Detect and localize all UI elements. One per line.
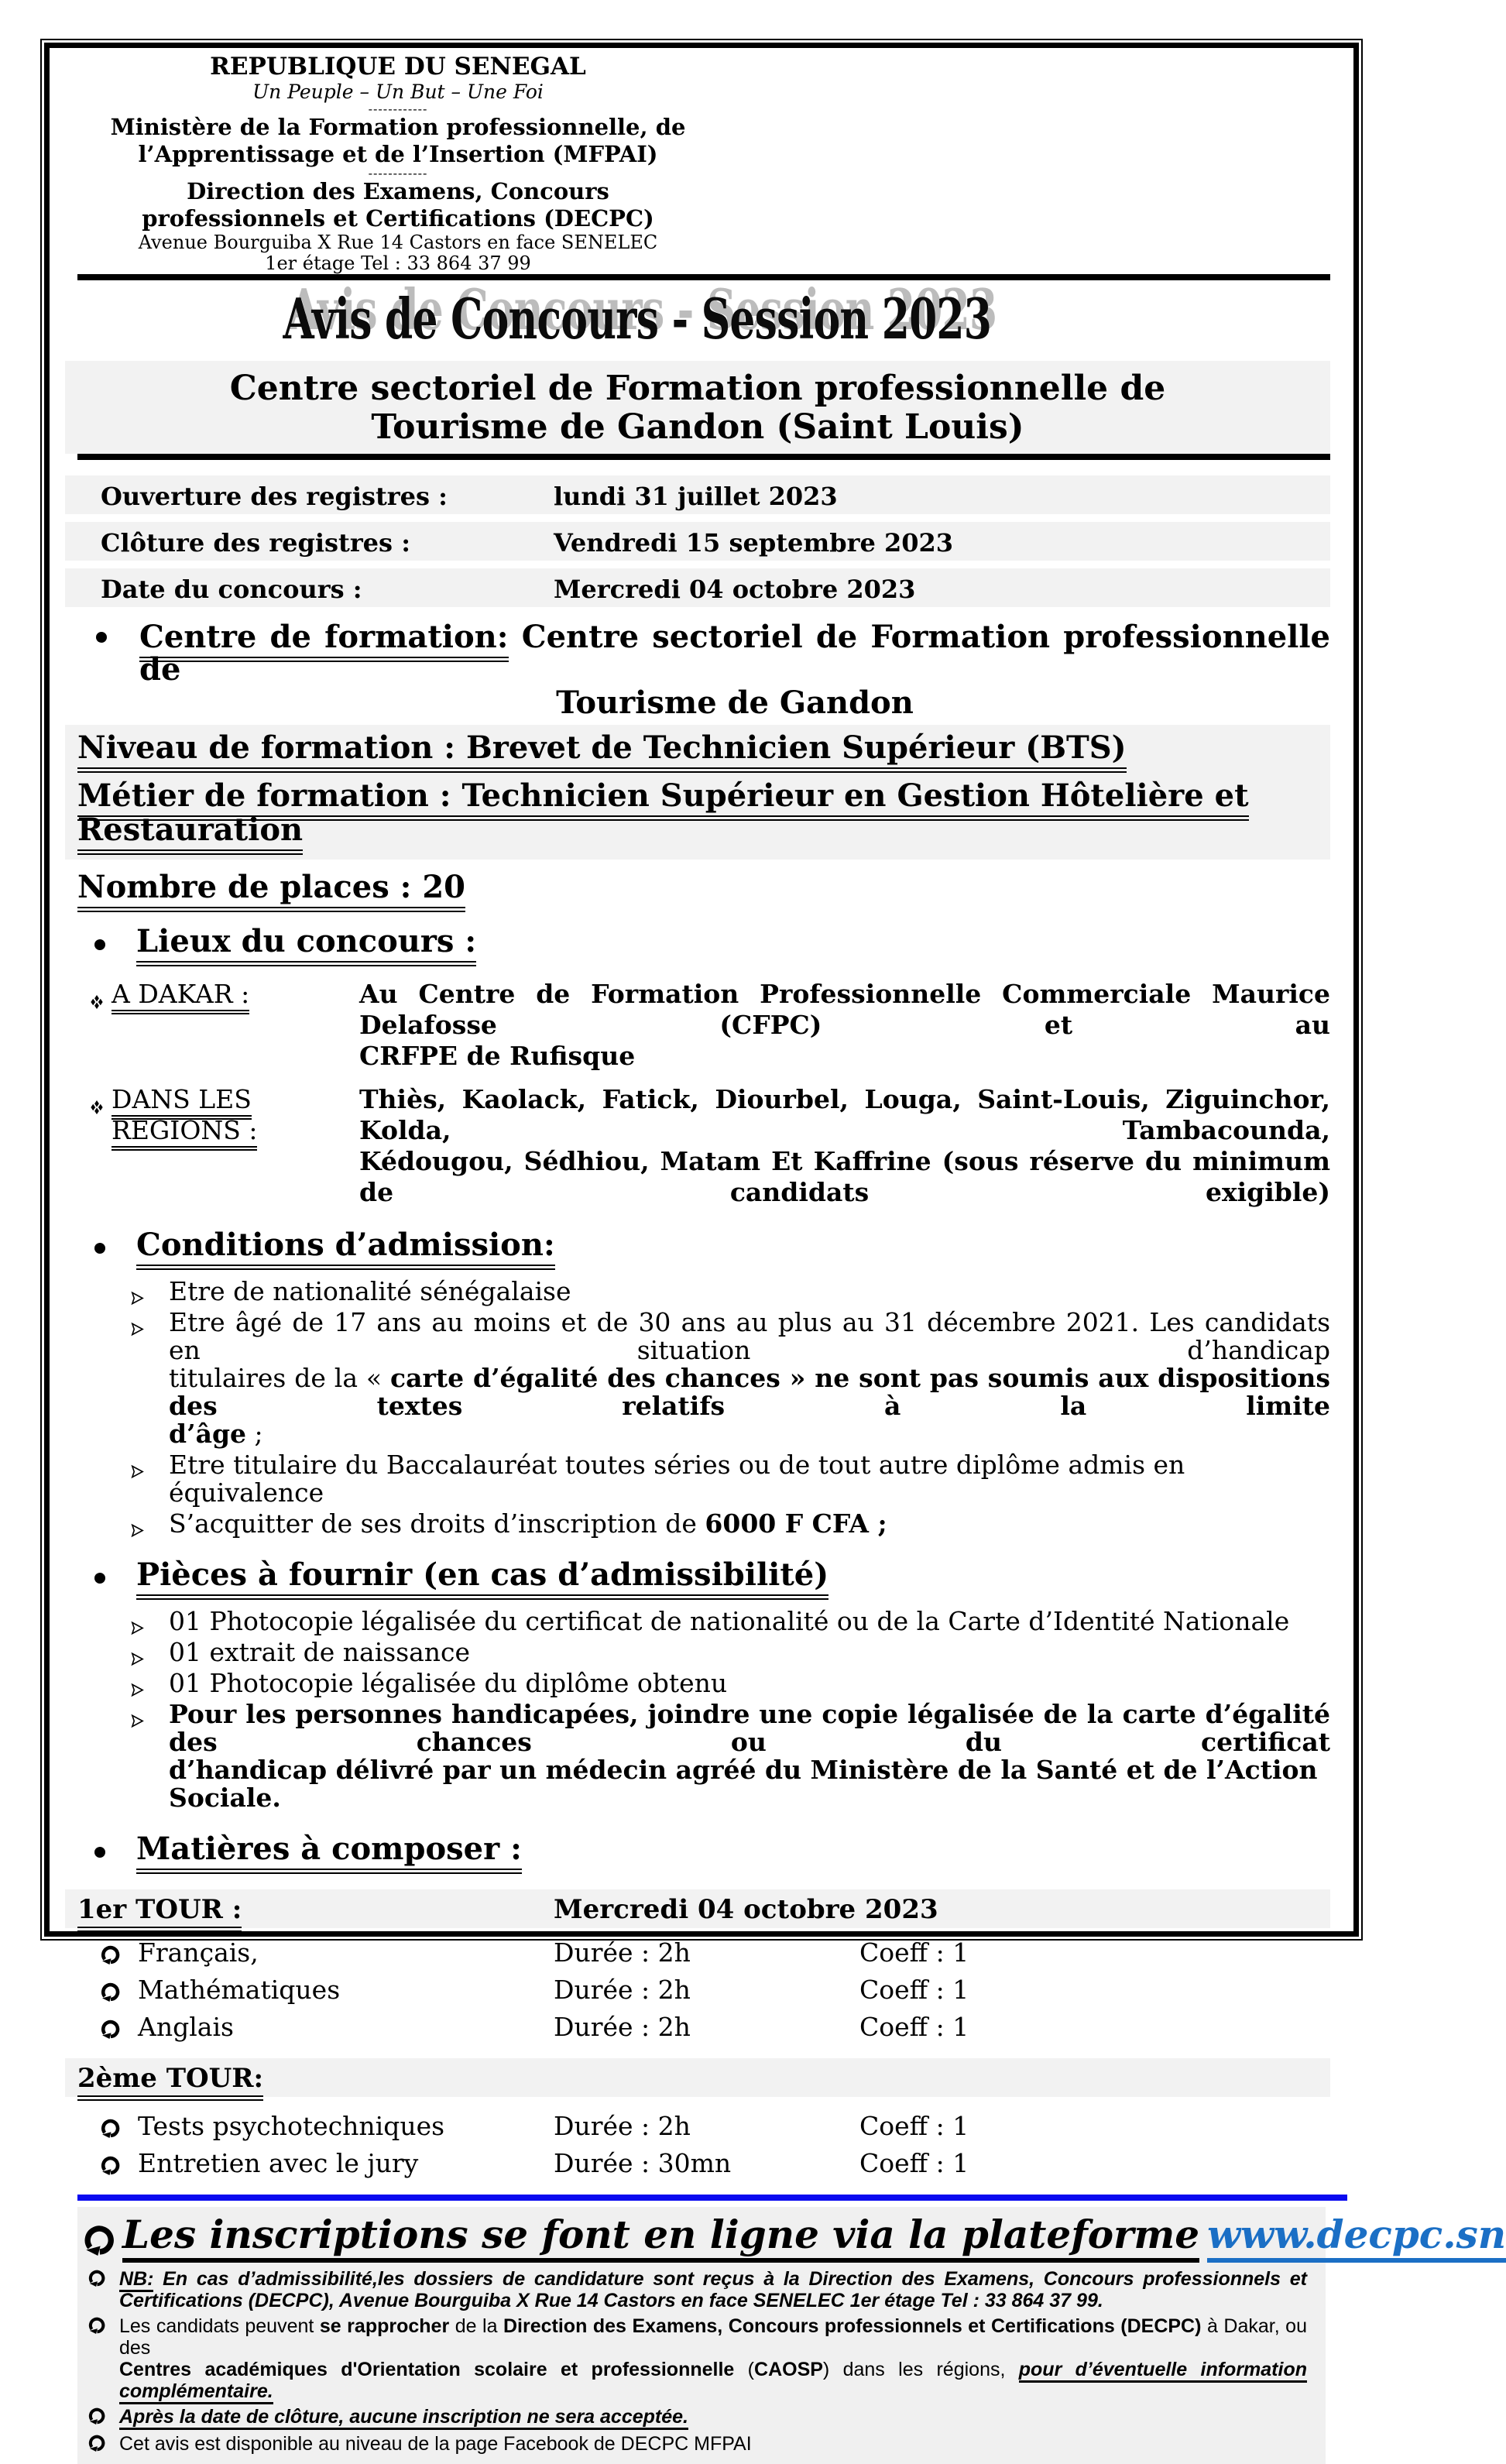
direction-name-line1: Direction des Examens, Concours [187,178,609,204]
nb-line1: NB: En cas d’admissibilité,les dossiers de candidature sont reçus à la Direction des Examens, Concours professionnels et [119,2268,1307,2290]
national-motto: Un Peuple – Un But – Une Foi [252,81,544,103]
page-border [40,39,1506,2455]
subject-name: Tests psychotechniques [138,2111,445,2141]
piece-text-line1: Pour les personnes handicapées, joindre une copie légalisée de la carte d’égalité des chances ou du certificat [169,1699,1330,1757]
condition-text: Etre de nationalité sénégalaise [169,1276,571,1306]
chevron-bullet-icon [130,1613,145,1641]
subject-coefficient: Coeff : 1 [859,2111,969,2141]
nombre-de-places: Nombre de places : 20 [77,870,1330,904]
inscription-fee: 6000 F CFA ; [705,1508,887,1539]
horizontal-rule-top [77,274,1330,280]
circular-arrow-bullet-icon [84,2406,119,2429]
circular-arrow-bullet-icon [101,1978,120,2008]
info-line3: complémentaire. [119,2380,1307,2402]
circular-arrow-bullet-icon [101,1941,120,1971]
condition-text: S’acquitter de ses droits d’inscription de [169,1508,705,1539]
regions-text [359,1084,1330,1208]
chevron-bullet-icon [130,1515,145,1543]
subject-row [77,1975,1330,2005]
centre-de-formation-line1 [139,621,1330,686]
piece-text: 01 Photocopie légalisée du certificat de nationalité ou de la Carte d’Identité Nationale [169,1606,1290,1636]
country-name: REPUBLIQUE DU SENEGAL [210,53,586,81]
diamond-cluster-icon [77,979,111,1072]
circular-arrow-bullet-icon [84,2268,119,2311]
subject-coefficient: Coeff : 1 [859,2012,969,2042]
circular-arrow-bullet-icon [84,2315,119,2402]
facebook-text: Cet avis est disponible au niveau de la page Facebook de DECPC MFPAI [119,2433,752,2455]
direction-phone: 1er étage Tel : 33 864 37 99 [265,252,531,274]
footer-facebook-item [84,2433,1307,2456]
lieux-heading: Lieux du concours : [136,923,476,966]
tour1-label: 1er TOUR : [77,1894,242,1925]
bullet-dot-icon [94,1573,105,1584]
centre-title-box [65,361,1330,454]
date-row-ouverture [65,475,1330,514]
conditions-heading-row [77,1227,1330,1270]
document-title: Avis de Concours - Session 2023 [283,286,991,352]
subject-duration: Durée : 2h [554,1937,691,1968]
condition-text-line2: titulaires de la « carte d’égalité des chances » ne sont pas soumis aux dispositions des textes relatifs à la limite [169,1363,1330,1421]
banner [77,280,1330,361]
condition-text-line1: Etre âgé de 17 ans au moins et de 30 ans au plus au 31 décembre 2021. Les candidats en situation d’handicap [169,1307,1330,1365]
centre-title-line2: Tourisme de Gandon (Saint Louis) [371,407,1024,447]
inscription-line [84,2212,1506,2264]
date-label: Ouverture des registres : [101,482,448,511]
regions-text-line1: Thiès, Kaolack, Fatick, Diourbel, Louga, Saint-Louis, Ziguinchor, Kolda, Tambacounda, [359,1084,1330,1145]
subject-coefficient: Coeff : 1 [859,2148,969,2178]
subject-duration: Durée : 2h [554,1975,691,2005]
subject-coefficient: Coeff : 1 [859,1975,969,2005]
centre-de-formation-text: Centre sectoriel de Formation professionnelle de [139,619,1330,688]
letterhead [77,48,719,274]
ministry-name-line2: l’Apprentissage et de l’Insertion (MFPAI) [138,141,658,167]
direction-name-line2: professionnels et Certifications (DECPC) [142,205,654,232]
piece-item [77,1670,1330,1697]
circular-arrow-bullet-icon [101,2151,120,2181]
inscription-text: Les inscriptions se font en ligne via la plateforme [122,2213,1199,2263]
piece-item [77,1639,1330,1666]
niveau-de-formation: Niveau de formation : Brevet de Technicien Supérieur (BTS) [77,731,1330,765]
subject-row [77,2111,1330,2139]
regions-text-line2: Kédougou, Sédhiou, Matam Et Kaffrine (sous réserve du minimum de candidats exigible) [359,1146,1330,1207]
date-value: Vendredi 15 septembre 2023 [554,528,953,558]
diamond-cluster-icon [77,1084,111,1208]
pieces-heading-row [77,1556,1330,1600]
date-label: Date du concours : [101,575,362,604]
chevron-bullet-icon [130,1283,145,1311]
piece-text-line2: d’handicap délivré par un médecin agréé du Ministère de la Santé et de l’Action Sociale. [169,1755,1318,1813]
bullet-dot-icon [94,1243,105,1254]
centre-de-formation-label: Centre de formation: [139,619,509,662]
lieux-dakar-row [77,979,1330,1072]
info-line2: Centres académiques d'Orientation scolaire et professionnelle (CAOSP) dans les régions, pour d’éventuelle information [119,2359,1307,2380]
subject-name: Français, [138,1937,259,1968]
subject-name: Anglais [138,2012,234,2042]
bullet-dot-icon [94,1847,105,1858]
date-row-concours [65,568,1330,607]
chevron-bullet-icon [130,1706,145,1734]
horizontal-rule-second [77,454,1330,460]
condition-item [77,1278,1330,1306]
page-border-inner [44,43,1506,2455]
nb-line2: Certifications (DECPC), Avenue Bourguiba X Rue 14 Castors en face SENELEC 1er étage Tel : 33 864 37 99. [119,2290,1103,2311]
date-value: lundi 31 juillet 2023 [554,482,838,511]
subject-row [77,2012,1330,2040]
deadline-text: Après la date de clôture, aucune inscription ne sera acceptée. [119,2406,688,2430]
tour1-date: Mercredi 04 octobre 2023 [554,1894,938,1925]
centre-title-line1: Centre sectoriel de Formation professionnelle de [229,369,1166,408]
direction-address: Avenue Bourguiba X Rue 14 Castors en face SENELEC [138,232,658,253]
condition-item [77,1309,1330,1448]
conditions-heading: Conditions d’admission: [136,1227,555,1270]
subject-duration: Durée : 2h [554,2012,691,2042]
dakar-text-line1: Au Centre de Formation Professionnelle Commerciale Maurice Delafosse (CFPC) et au [359,979,1330,1040]
subject-row [77,2148,1330,2176]
condition-item [77,1451,1330,1507]
bullet-dot-icon [96,632,107,643]
dakar-label: A DAKAR : [111,979,359,1072]
subject-duration: Durée : 30mn [554,2148,732,2178]
ministry-name-line1: Ministère de la Formation professionnelle, de [110,114,686,140]
footer-nb-item [84,2268,1307,2311]
bullet-dot-icon [94,939,105,950]
circular-arrow-bullet-icon [101,2114,120,2144]
dakar-text-line2: CRFPE de Rufisque [359,1041,636,1071]
divider-dashes: ------------ [368,101,428,116]
date-value: Mercredi 04 octobre 2023 [554,575,916,604]
pieces-heading: Pièces à fournir (en cas d’admissibilité) [136,1556,828,1600]
niveau-metier-band [65,725,1330,860]
piece-item [77,1700,1330,1812]
dakar-text [359,979,1330,1072]
subject-coefficient: Coeff : 1 [859,1937,969,1968]
metier-de-formation: Métier de formation : Technicien Supérieur en Gestion Hôtelière et Restauration [77,779,1330,847]
circular-arrow-bullet-icon [84,2213,115,2264]
nb-label: NB: [119,2268,153,2292]
footer-box [77,2207,1506,2464]
tour2-label: 2ème TOUR: [77,2063,263,2094]
subject-name: Entretien avec le jury [138,2148,419,2178]
matieres-heading: Matières à composer : [136,1831,522,1874]
lieux-heading-row [77,923,1330,966]
subject-duration: Durée : 2h [554,2111,691,2141]
condition-item [77,1510,1330,1538]
date-row-cloture [65,522,1330,561]
info-line1: Les candidats peuvent se rapprocher de la Direction des Examens, Concours professionnels et Certifications (DECPC) à Dakar, ou des [119,2315,1307,2359]
matieres-heading-row [77,1831,1330,1874]
chevron-bullet-icon [130,1314,145,1342]
subject-row [77,1937,1330,1968]
condition-text-line3: d’âge ; [169,1419,263,1449]
piece-text: 01 Photocopie légalisée du diplôme obtenu [169,1668,728,1698]
tour1-row [65,1889,1330,1928]
blue-divider [77,2195,1347,2201]
document-content [50,48,1506,2455]
circular-arrow-bullet-icon [101,2015,120,2045]
circular-arrow-bullet-icon [84,2433,119,2456]
centre-de-formation-paragraph [77,621,1330,720]
footer-deadline-item [84,2406,1307,2429]
divider-dashes: ------------ [368,166,428,180]
decpc-platform-link[interactable]: www.decpc.sn [1207,2213,1506,2263]
subject-name: Mathématiques [138,1975,341,2005]
chevron-bullet-icon [130,1644,145,1672]
chevron-bullet-icon [130,1675,145,1703]
chevron-bullet-icon [130,1457,145,1484]
conditions-list [77,1278,1330,1538]
lieux-regions-row [77,1084,1330,1208]
condition-text: Etre titulaire du Baccalauréat toutes séries ou de tout autre diplôme admis en équivalence [169,1450,1185,1508]
piece-item [77,1608,1330,1635]
piece-text: 01 extrait de naissance [169,1637,471,1667]
centre-de-formation-line2: Tourisme de Gandon [556,685,914,721]
pieces-list [77,1608,1330,1812]
footer-info-item [84,2315,1307,2402]
regions-label: DANS LES REGIONS : [111,1084,359,1208]
tour2-row [65,2058,1330,2097]
date-label: Clôture des registres : [101,528,410,558]
